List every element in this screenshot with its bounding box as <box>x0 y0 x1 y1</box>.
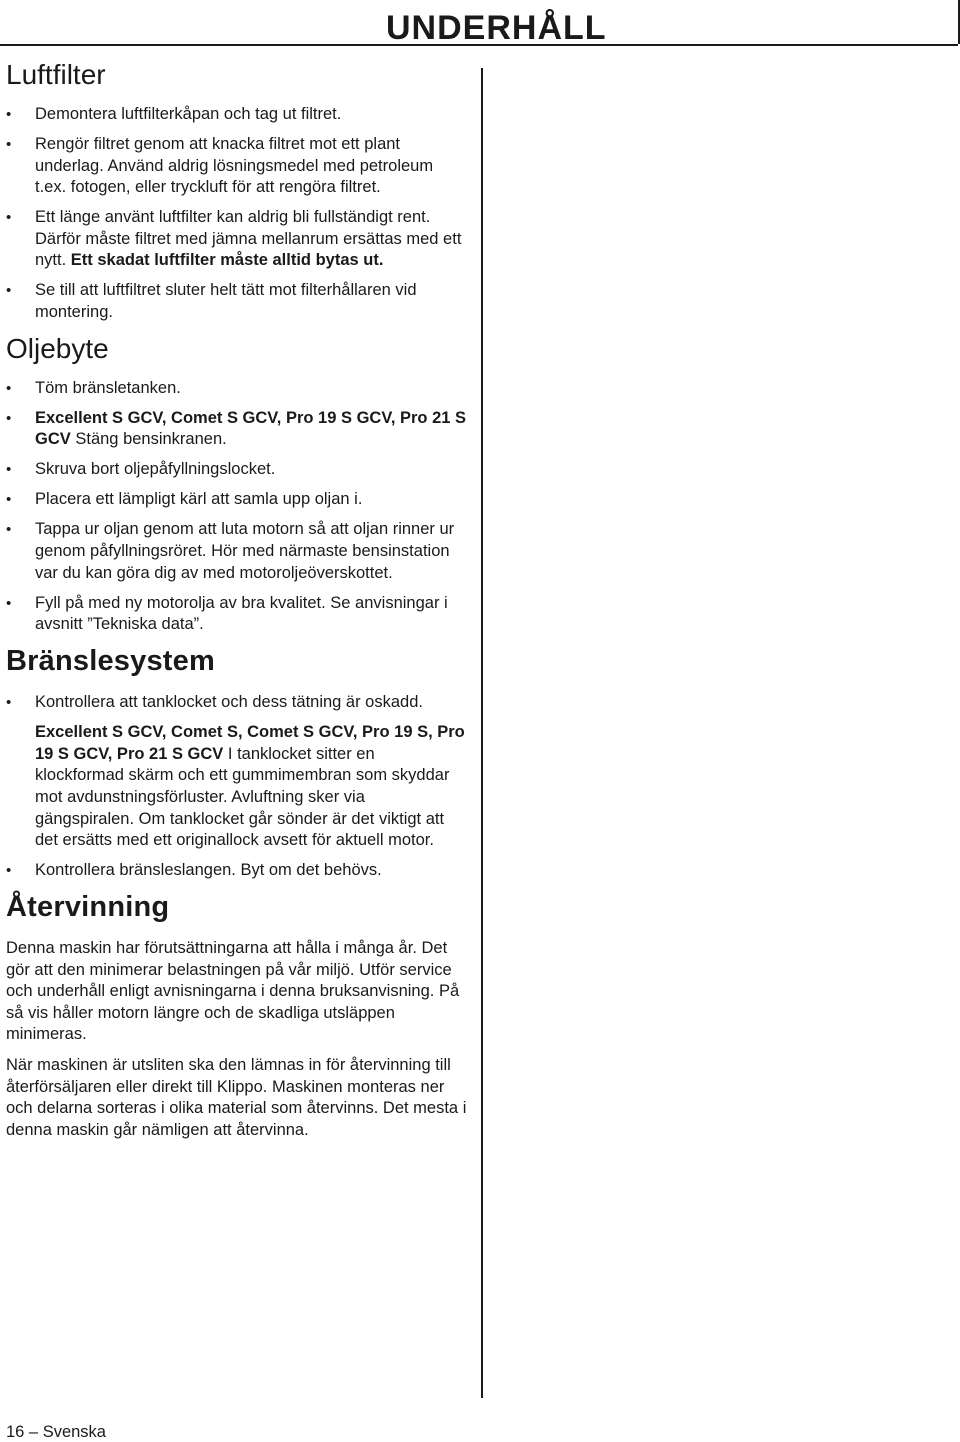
list-item: • Se till att luftfiltret sluter helt tätt mot filterhållaren vid montering. <box>6 280 468 323</box>
list-item-bold-text: Ett skadat luftfilter måste alltid bytas ut. <box>70 251 384 270</box>
column-divider <box>481 68 483 1398</box>
list-item-text: Stäng bensinkranen. <box>75 430 227 449</box>
list-item: • Tappa ur oljan genom att luta motorn så att oljan rinner ur genom påfyllningsröret. Hör med närmaste bensinstation var du kan göra dig av med motoroljeöverskottet. <box>6 519 468 584</box>
list-item: • Rengör filtret genom att knacka filtret mot ett plant underlag. Använd aldrig lösningsmedel med petroleum t.ex. fotogen, eller tryckluft för att rengöra filtret. <box>6 134 468 199</box>
list-item-bold-text: Excellent S GCV, Comet S GCV, Pro 19 S GCV, Pro 21 S GCV <box>35 408 467 449</box>
luftfilter-list <box>6 104 468 324</box>
list-item: • Töm bränsletanken. <box>6 378 468 400</box>
paragraph: Denna maskin har förutsättningarna att hålla i många år. Det gör att den minimerar belastningen på vår miljö. Utför service och underhåll enligt avnisningarna i denna bruksanvisning. På så vis håller motorn längre och de skadliga utsläppen minimeras. <box>6 939 460 1044</box>
list-item-bold-text: Excellent S GCV, Comet S, Comet S GCV, Pro 19 S, Pro 19 S GCV, Pro 21 S GCV <box>35 723 465 763</box>
oljebyte-list <box>6 378 468 636</box>
section-heading-bransle: Bränslesystem <box>6 645 215 678</box>
section-heading-luftfilter: Luftfilter <box>6 59 106 90</box>
list-item-text: I tanklocket sitter en klockformad skärm och ett gummimembran som skyddar mot avdunstningsförluster. Avluftning sker via gängspiralen. Om tanklocket går sönder är det viktigt att det ersätts med ett originallock avsett för aktuell motor. <box>35 744 450 850</box>
list-item: • Fyll på med ny motorolja av bra kvalitet. Se anvisningar i avsnitt ”Tekniska data”. <box>6 593 468 636</box>
bransle-list <box>6 692 468 882</box>
list-item <box>6 408 468 451</box>
section-heading-atervinning: Återvinning <box>6 891 170 924</box>
page-title: UNDERHÅLL <box>386 9 607 47</box>
list-item-text: Ett länge använt luftfilter kan aldrig bli fullständigt rent. Därför måste filtret med jämna mellanrum ersättas med ett nytt. <box>35 208 462 270</box>
list-item: • Demontera luftfilterkåpan och tag ut filtret. <box>6 104 468 126</box>
left-column <box>6 58 468 1150</box>
paragraph: När maskinen är utsliten ska den lämnas in för återvinning till återförsäljaren eller direkt till Klippo. Maskinen monteras ner och delarna sorteras i olika material som återvinns. Det mesta i denna maskin går nämligen att återvinna. <box>6 1056 467 1139</box>
list-item: • Kontrollera att tanklocket och dess tätning är oskadd. <box>6 692 468 714</box>
page-footer: 16 – Svenska <box>6 1423 106 1441</box>
list-item <box>6 722 468 852</box>
list-item: • Placera ett lämpligt kärl att samla upp oljan i. <box>6 489 468 511</box>
section-heading-oljebyte: Oljebyte <box>6 332 109 364</box>
list-item: • Skruva bort oljepåfyllningslocket. <box>6 459 468 481</box>
list-item: • Kontrollera bränsleslangen. Byt om det behövs. <box>6 860 468 882</box>
list-item <box>6 207 468 272</box>
